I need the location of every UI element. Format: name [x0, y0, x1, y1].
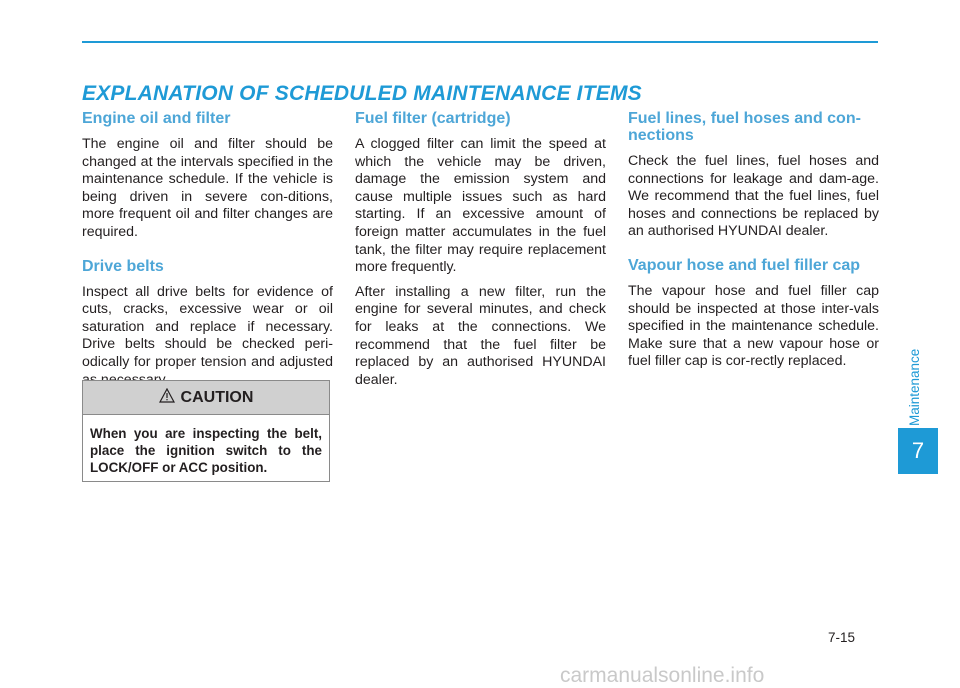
caution-text: When you are inspecting the belt, place the ignition switch to the LOCK/OFF or ACC position. [90, 426, 322, 475]
caution-header [83, 381, 329, 415]
fuel-lines-heading: Fuel lines, fuel hoses and con-nections [628, 110, 861, 144]
watermark: carmanualsonline.info [560, 664, 765, 687]
vapour-hose-paragraph: The vapour hose and fuel filler cap should be inspected at those inter-vals specified in the maintenance schedule. Make sure that a new vapour hose or fuel filler cap is cor-rectly replaced. [628, 282, 879, 370]
vapour-hose-heading: Vapour hose and fuel filler cap [628, 256, 861, 274]
page-number: 7-15 [828, 630, 856, 645]
fuel-lines-paragraph: Check the fuel lines, fuel hoses and connections for leakage and dam-age. We recommend that the fuel lines, fuel hoses and connections be replaced by an authorised HYUNDAI dealer. [628, 153, 879, 240]
caution-label: CAUTION [180, 388, 254, 406]
column-2 [355, 110, 606, 396]
top-rule [82, 41, 878, 43]
engine-oil-heading: Engine oil and filter [82, 110, 231, 127]
drive-belts-heading: Drive belts [82, 257, 164, 275]
drive-belts-paragraph: Inspect all drive belts for evidence of cuts, cracks, excessive wear or oil saturation and replace if necessary. Drive belts should be checked peri-odically for proper tension and adjusted [82, 283, 333, 370]
caution-box [82, 380, 330, 482]
column-3 [628, 110, 879, 378]
column-1 [82, 110, 333, 396]
side-tab-label: Maintenance [907, 348, 922, 426]
warning-triangle-icon [159, 388, 175, 408]
fuel-filter-paragraph-2: After installing a new filter, run the engine for several minutes, and check for leaks at the connections. We recommend that the fuel filter be replaced by an authorised HYUNDAI dealer. [355, 283, 606, 388]
fuel-filter-paragraph-1: A clogged filter can limit the speed at which the vehicle may be driven, damage the emission system and cause multiple issues such as hard starting. If an excessive amount of foreign matter accumulates in the fuel tank, the filter may require replacement more frequently. [355, 136, 606, 276]
chapter-tab [898, 428, 938, 474]
chapter-number: 7 [911, 438, 925, 463]
engine-oil-paragraph: The engine oil and filter should be changed at the intervals specified in the maintenance schedule. If the vehicle is being driven in severe con-ditions, more frequent oil and filter changes are required. [82, 136, 333, 240]
section-title: EXPLANATION OF SCHEDULED MAINTENANCE ITEMS [82, 82, 642, 105]
fuel-filter-heading: Fuel filter (cartridge) [355, 110, 511, 127]
